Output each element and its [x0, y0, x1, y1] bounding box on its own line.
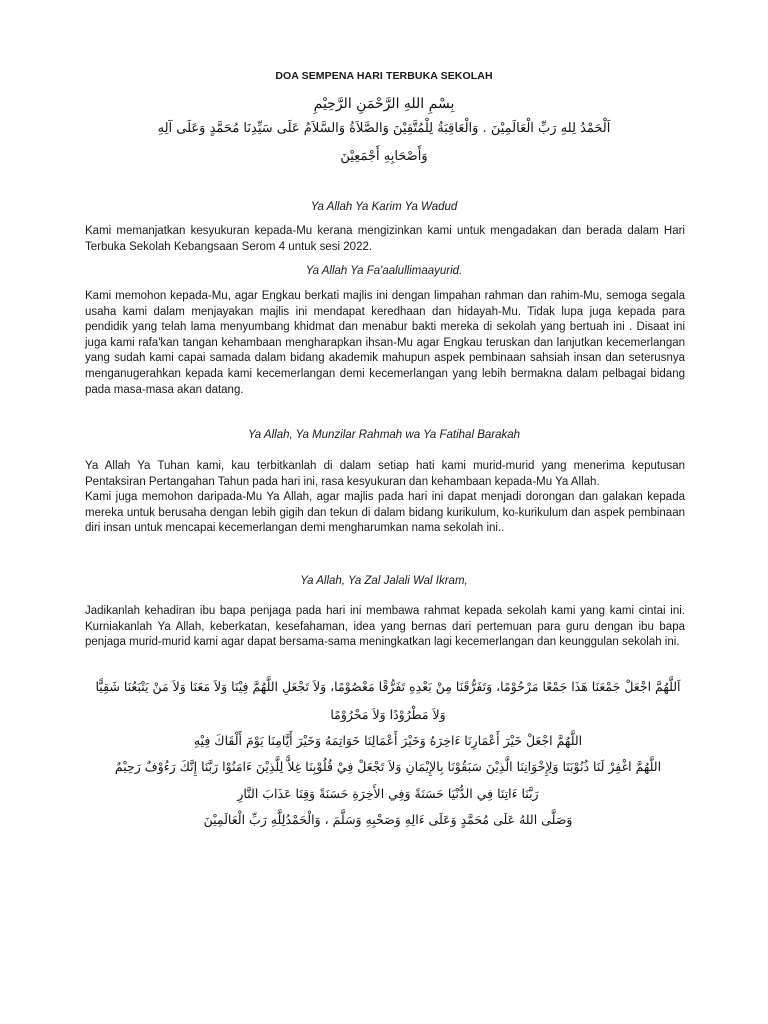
paragraph: [85, 289, 685, 398]
paragraph: [85, 224, 685, 255]
arabic-closing-line-1: اَللَّهُمَّ اجْعَلْ جَمْعَنَا هَذَا جَمْعًا مَرْحُوْمًا، وَتَفَرُّقَنَا مِنْ بَعْدِهِ تَفَرُّقًا مَعْصُوْمًا، وَلاَ تَجْعَلِ اللَّهُمَّ فِيْنَا وَلاَ مَعَنَا وَلاَ مَنْ يَتْبَعُنَا شَقِيًّا: [95, 679, 681, 694]
paragraph-text: Kami memanjatkan kesyukuran kepada-Mu kerana mengizinkan kami untuk mengadakan dan berada dalam Hari Terbuka Sekolah Kebangsaan Serom 4 untuk sesi 2022.: [85, 225, 685, 253]
arabic-praise-line-2: وَأَصْحَابِهِ أَجْمَعِيْنَ: [340, 149, 428, 164]
paragraph: [85, 604, 685, 651]
arabic-closing-line-3: اللَّهُمَّ اجْعَلْ خَيْرَ أَعْمَارِنَا ءَاخِرَهُ وَخَيْرَ أَعْمَالِنَا خَوَاتِمَهُ وَخَيْرَ أَيَّامِنَا يَوْمَ أَلْقَاكَ فِيْهِ: [193, 733, 583, 748]
invocation-heading: Ya Allah, Ya Zal Jalali Wal Ikram,: [300, 575, 468, 587]
basmalah: بِسْمِ اللهِ الرَّحْمَنِ الرَّحِيْمِ: [313, 96, 455, 112]
invocation-heading: Ya Allah, Ya Munzilar Rahmah wa Ya Fatihal Barakah: [247, 429, 521, 441]
invocation-heading: Ya Allah Ya Karim Ya Wadud: [310, 201, 458, 213]
paragraph-text: Kami juga memohon daripada-Mu Ya Allah, agar majlis pada hari ini dapat menjadi dorongan dan galakan kepada mereka untuk berusaha dengan lebih gigih dan tekun di dalam bidang kurikulum, ko-kurikulum dan aspek pembinaan diri insan untuk mencapai kecemerlangan demi mengharumkan nama sekolah ini..: [85, 491, 685, 535]
arabic-praise-line-1: اَلْحَمْدُ لِلهِ رَبِّ الْعَالَمِيْنَ . وَالْعَاقِبَةُ لِلْمُتَّقِيْنَ وَالصَّلاَةُ وَالسَّلاَمُ عَلَى سَيِّدِنَا مُحَمَّدٍ وَعَلَى آلِهِ: [157, 121, 611, 136]
paragraph-text: Kami memohon kepada-Mu, agar Engkau berkati majlis ini dengan limpahan rahman dan rahim-Mu, semoga segala usaha kami dalam menjayakan majlis ini mendapat keredhaan dan hidayah-Mu. Tidak lupa juga kepada para pendidik yang telah lama menyumbang khidmat dan menabur bakti mereka di sekolah yang bertuah ini . Disaat ini juga kami rafa'kan tangan kehambaan mengharapkan ihsan-Mu agar Engkau teruskan dan lanjutkan kecemerlangan yang sudah kami capai samada dalam bidang akademik mahupun aspek pembinaan sahsiah insan dan seterusnya menganugerahkan kepada kami kecemerlangan demi kecemerlangan yang lebih bermakna dalam pelbagai bidang pada masa-masa akan datang.: [85, 290, 685, 396]
paragraph-text: Ya Allah Ya Tuhan kami, kau terbitkanlah di dalam setiap hati kami murid-murid yang menerima keputusan Pentaksiran Pertangahan Tahun pada hari ini, rasa kesyukuran dan kehambaan kepada-Mu Ya Allah.: [85, 460, 685, 488]
invocation-heading: Ya Allah Ya Fa'aalullimaayurid.: [305, 265, 463, 277]
document-title: DOA SEMPENA HARI TERBUKA SEKOLAH: [275, 70, 493, 82]
paragraph-text: Jadikanlah kehadiran ibu bapa penjaga pada hari ini membawa rahmat kepada sekolah kami yang kami cintai ini. Kurniakanlah Ya Allah, keberkatan, kesefahaman, idea yang bernas dari pertemuan para guru dengan ibu bapa penjaga murid-murid kami agar dapat bersama-sama meningkatkan lagi kecemerlangan dan keunggulan sekolah ini.: [85, 605, 685, 649]
arabic-closing-line-4: اللَّهُمَّ اغْفِرْ لَنَا ذُنُوْبَنَا وَلِإِخْوَانِنَا الَّذِيْنَ سَبَقُوْنَا بِالإِيْمَانِ وَلاَ تَجْعَلْ فِيْ قُلُوْبِنَا غِلاًّ لِلَّذِيْنَ ءَامَنُوْا رَبَّنَا إِنَّكَ رَءُوْفٌ رَحِيْمٌ: [114, 759, 662, 774]
paragraph: [85, 459, 685, 537]
arabic-closing-line-5: رَبَّنَا ءَاتِنَا فِي الدُّنْيَا حَسَنَةً وَفِي الأَخِرَةِ حَسَنَةً وَقِنَا عَذَابَ النَّارِ: [237, 786, 539, 801]
arabic-closing-line-6: وَصَلَّى اللهُ عَلَى مُحَمَّدٍ وَعَلَى ءَالِهِ وَصَحْبِهِ وَسَلَّمَ ، وَالْحَمْدُلِلَّهِ رَبِّ الْعَالَمِيْنَ: [203, 812, 573, 827]
arabic-closing-line-2: وَلاَ مَطْرُوْدًا وَلاَ مَحْرُوْمًا: [330, 707, 446, 722]
